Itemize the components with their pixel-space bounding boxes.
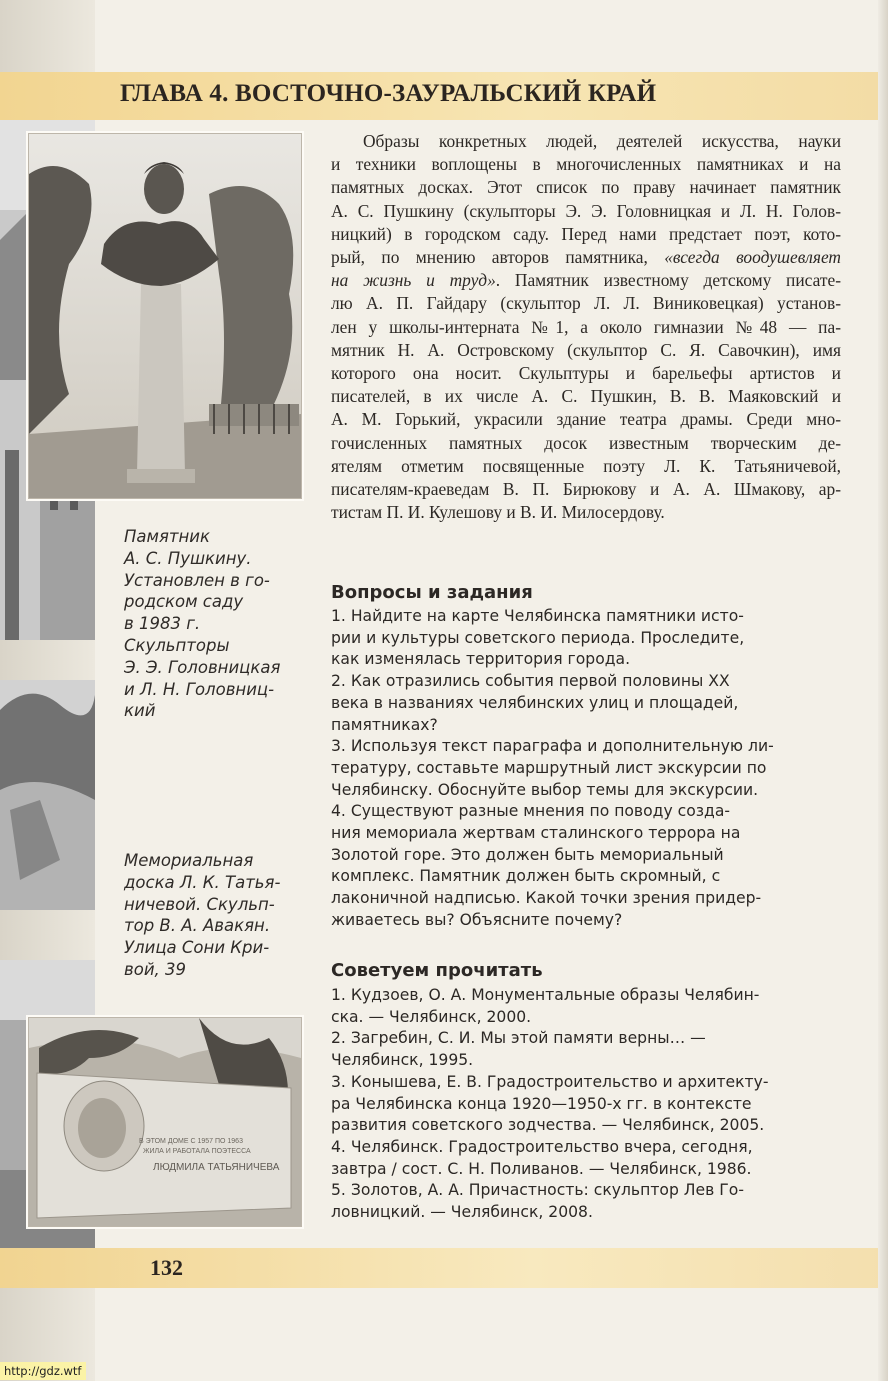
paragraph-line: ятелям отметим посвященные поэту Л. К. Татьяничевой,: [331, 455, 841, 476]
questions-list: [331, 606, 851, 932]
caption-line: ничевой. Скульп-: [124, 894, 275, 914]
plaque-inscription-line: ЛЮДМИЛА ТАТЬЯНИЧЕВА: [153, 1162, 280, 1173]
paragraph-line: которого она носит. Скульптуры и барельефы артистов и: [331, 363, 841, 384]
reading-line: развития советского зодчества. — Челябинск, 2005.: [331, 1116, 765, 1135]
reading-line: ловницкий. — Челябинск, 2008.: [331, 1203, 593, 1222]
caption-line: кий: [124, 701, 156, 721]
caption-line: Установлен в го-: [124, 570, 270, 590]
paragraph-line: памятных досках. Этот список по праву начинает памятник: [331, 177, 841, 198]
question-line: живаетесь вы? Объясните почему?: [331, 910, 623, 929]
paragraph-line: на жизнь и труд». Памятник известному детскому писате-: [331, 270, 841, 291]
paragraph-line: и техники воплощены в многочисленных памятниках и на: [331, 154, 841, 175]
reading-line: ска. — Челябинск, 2000.: [331, 1007, 532, 1026]
reading-line: Челябинск, 1995.: [331, 1051, 474, 1070]
question-line: памятниках?: [331, 715, 438, 734]
question-line: Золотой горе. Это должен быть мемориальный: [331, 845, 724, 864]
caption-line: родском саду: [124, 592, 244, 612]
reading-heading: Советуем прочитать: [331, 960, 543, 981]
paragraph-line: ницкий) в городском саду. Перед нами предстает поэт, кото-: [331, 223, 841, 244]
reading-list: [331, 985, 851, 1224]
caption-line: Э. Э. Головницкая: [124, 657, 281, 677]
caption-line: в 1983 г.: [124, 614, 201, 634]
question-line: рии и культуры советского периода. Проследите,: [331, 628, 745, 647]
paragraph-line: Образы конкретных людей, деятелей искусства, науки: [363, 131, 841, 151]
page-number: 132: [150, 1255, 183, 1280]
plaque-caption: [124, 850, 280, 981]
pushkin-caption: [124, 526, 280, 722]
plaque-inscription-line: ЖИЛА И РАБОТАЛА ПОЭТЕССА: [143, 1148, 251, 1155]
reading-line: 1. Кудзоев, О. А. Монументальные образы Челябин-: [331, 986, 760, 1004]
caption-line: тор В. А. Авакян.: [124, 916, 271, 936]
pushkin-monument-image: [29, 134, 301, 498]
paragraph-line: А. С. Пушкину (скульпторы Э. Э. Головницкая и Л. Н. Голов-: [331, 200, 841, 221]
question-line: 4. Существуют разные мнения по поводу созда-: [331, 802, 730, 821]
paragraph-line: тистам П. И. Кулешову и В. И. Милосердову.: [331, 502, 665, 523]
question-line: комплекс. Памятник должен быть скромный, с: [331, 867, 721, 886]
question-line: лаконичной надписью. Какой точки зрения придер-: [331, 889, 762, 908]
reading-line: ра Челябинска конца 1920—1950-х гг. в контексте: [331, 1094, 752, 1113]
caption-line: Улица Сони Кри-: [124, 938, 270, 958]
caption-line: Памятник: [124, 527, 210, 546]
paragraph-line: писателей, в их числе А. С. Пушкин, В. В. Маяковский и: [331, 386, 841, 407]
reading-line: завтра / сост. С. Н. Поливанов. — Челябинск, 1986.: [331, 1159, 752, 1178]
question-line: 3. Используя текст параграфа и дополнительную ли-: [331, 737, 774, 756]
paragraph-line: лю А. П. Гайдару (скульптор Л. Л. Виниковецкая) установ-: [331, 293, 841, 314]
paragraph-line: гочисленных памятных досок известным творческим де-: [331, 432, 841, 453]
plaque-inscription-line: В ЭТОМ ДОМЕ С 1957 ПО 1963: [139, 1138, 243, 1145]
plaque-image: [29, 1018, 301, 1226]
reading-line: 2. Загребин, С. И. Мы этой памяти верны… —: [331, 1029, 706, 1048]
reading-line: 4. Челябинск. Градостроительство вчера, сегодня,: [331, 1137, 753, 1156]
question-line: 2. Как отразились события первой половины XX: [331, 672, 730, 691]
reading-line: 5. Золотов, А. А. Причастность: скульптор Лев Го-: [331, 1181, 744, 1200]
pushkin-monument-photo: [28, 133, 302, 499]
main-paragraph: [331, 130, 841, 524]
question-line: Челябинску. Обоснуйте выбор темы для экскурсии.: [331, 780, 759, 799]
footer-band: [0, 1248, 888, 1288]
page-edge: [878, 0, 888, 1381]
caption-line: Мемориальная: [124, 851, 254, 870]
question-line: как изменялась территория города.: [331, 650, 631, 669]
question-line: века в названиях челябинских улиц и площадей,: [331, 693, 739, 712]
caption-line: вой, 39: [124, 959, 187, 979]
question-line: 1. Найдите на карте Челябинска памятники исто-: [331, 607, 744, 625]
question-line: тературу, составьте маршрутный лист экскурсии по: [331, 758, 767, 777]
chapter-title: ГЛАВА 4. ВОСТОЧНО-ЗАУРАЛЬСКИЙ КРАЙ: [120, 80, 657, 107]
paragraph-line: рый, по мнению авторов памятника, «всегда воодушевляет: [331, 247, 841, 268]
caption-line: А. С. Пушкину.: [124, 548, 252, 568]
paragraph-line: мятник Н. А. Островскому (скульптор С. Я. Савочкин), имя: [331, 339, 841, 360]
plaque-photo: [28, 1017, 302, 1227]
question-line: ния мемориала жертвам сталинского террора на: [331, 824, 741, 843]
paragraph-line: лен у школы-интерната №1, а около гимназии №48 — па-: [331, 316, 841, 337]
watermark-link[interactable]: http://gdz.wtf: [0, 1362, 86, 1380]
reading-line: 3. Конышева, Е. В. Градостроительство и архитекту-: [331, 1072, 769, 1091]
paragraph-line: А. М. Горький, украсили здание театра драмы. Среди мно-: [331, 409, 841, 430]
caption-line: и Л. Н. Головниц-: [124, 679, 275, 699]
paragraph-line: писателям-краеведам В. П. Бирюкову и А. А. Шмакову, ар-: [331, 479, 841, 500]
caption-line: доска Л. К. Татья-: [124, 872, 281, 892]
caption-line: Скульпторы: [124, 635, 230, 655]
questions-heading: Вопросы и задания: [331, 582, 533, 603]
strip-landscape-photo: [0, 680, 95, 910]
